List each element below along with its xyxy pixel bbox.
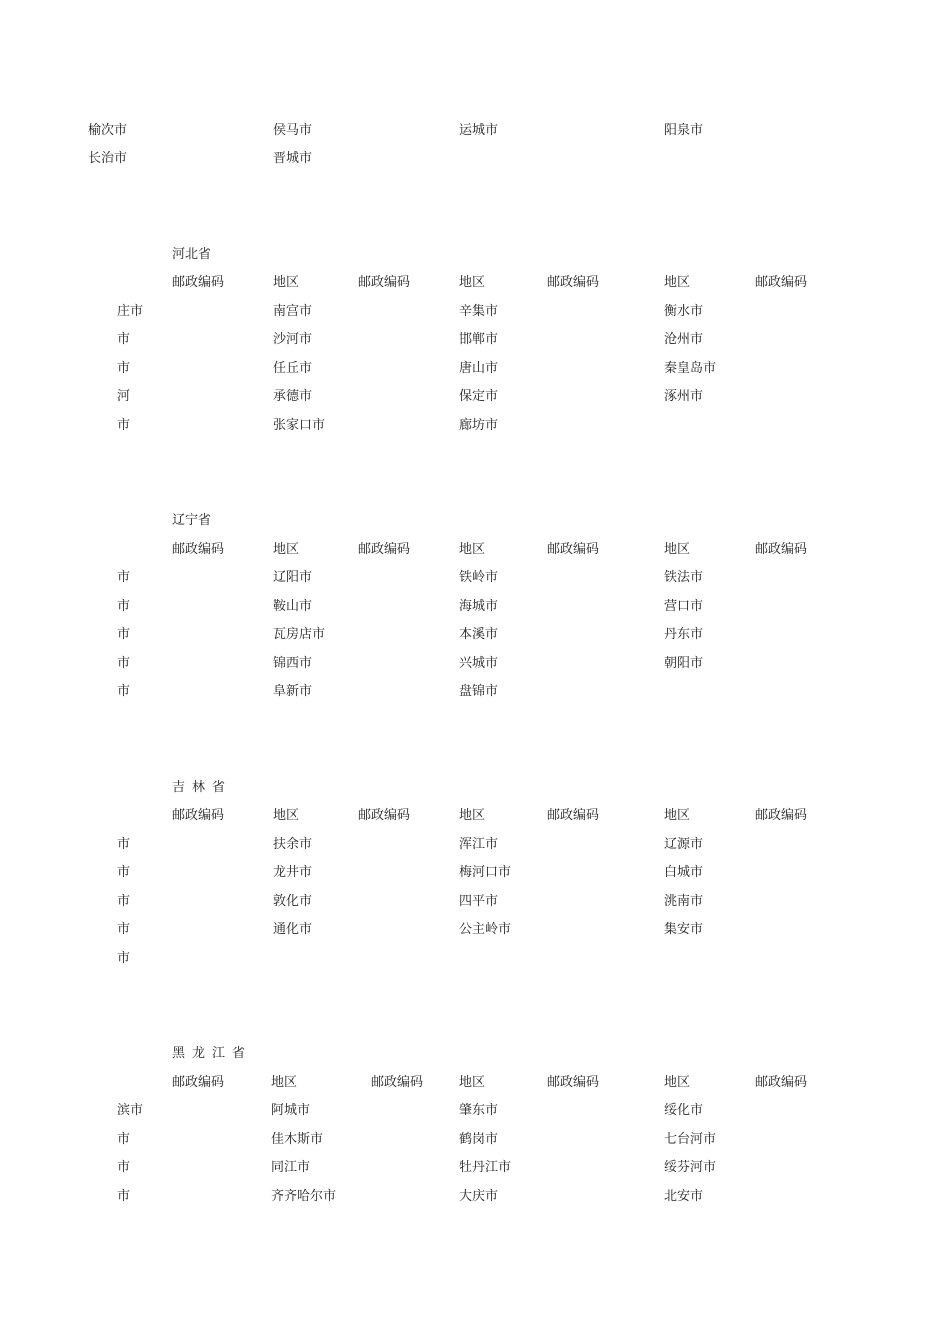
city-cell: 市 [117, 1160, 131, 1175]
column-header: 邮政编码 [358, 542, 411, 557]
city-cell: 邯郸市 [459, 332, 499, 347]
city-cell: 肇东市 [459, 1103, 499, 1118]
city-cell: 市 [117, 361, 131, 376]
province-title: 河北省 [172, 247, 212, 262]
city-cell: 牡丹江市 [459, 1160, 512, 1175]
city-cell: 通化市 [273, 922, 313, 937]
city-cell: 河 [117, 389, 131, 404]
city-cell: 庄市 [117, 304, 144, 319]
city-cell: 同江市 [271, 1160, 311, 1175]
column-header: 邮政编码 [755, 275, 808, 290]
column-header: 邮政编码 [371, 1075, 424, 1090]
city-cell: 扶余市 [273, 837, 313, 852]
column-header: 地区 [273, 275, 300, 290]
column-header: 地区 [664, 542, 691, 557]
city-cell: 市 [117, 656, 131, 671]
column-header: 地区 [459, 1075, 486, 1090]
province-title: 吉林省 [172, 780, 233, 795]
city-cell: 公主岭市 [459, 922, 512, 937]
column-header: 邮政编码 [547, 275, 600, 290]
city-cell: 阜新市 [273, 684, 313, 699]
column-header: 地区 [664, 275, 691, 290]
city-cell: 市 [117, 1189, 131, 1204]
city-cell: 张家口市 [273, 418, 326, 433]
city-cell: 唐山市 [459, 361, 499, 376]
city-cell: 市 [117, 865, 131, 880]
city-cell: 梅河口市 [459, 865, 512, 880]
column-header: 地区 [664, 808, 691, 823]
city-cell: 阳泉市 [664, 123, 704, 138]
city-cell: 营口市 [664, 599, 704, 614]
column-header: 邮政编码 [547, 542, 600, 557]
city-cell: 南宫市 [273, 304, 313, 319]
city-cell: 榆次市 [88, 123, 128, 138]
city-cell: 龙井市 [273, 865, 313, 880]
city-cell: 朝阳市 [664, 656, 704, 671]
city-cell: 锦西市 [273, 656, 313, 671]
city-cell: 市 [117, 837, 131, 852]
city-cell: 本溪市 [459, 627, 499, 642]
city-cell: 绥芬河市 [664, 1160, 717, 1175]
city-cell: 衡水市 [664, 304, 704, 319]
city-cell: 齐齐哈尔市 [271, 1189, 337, 1204]
city-cell: 运城市 [459, 123, 499, 138]
column-header: 邮政编码 [547, 1075, 600, 1090]
city-cell: 盘锦市 [459, 684, 499, 699]
city-cell: 晋城市 [273, 151, 313, 166]
city-cell: 市 [117, 894, 131, 909]
column-header: 邮政编码 [755, 808, 808, 823]
city-cell: 市 [117, 951, 131, 966]
city-cell: 四平市 [459, 894, 499, 909]
city-cell: 浑江市 [459, 837, 499, 852]
city-cell: 市 [117, 922, 131, 937]
column-header: 地区 [664, 1075, 691, 1090]
city-cell: 侯马市 [273, 123, 313, 138]
city-cell: 承德市 [273, 389, 313, 404]
city-cell: 阿城市 [271, 1103, 311, 1118]
column-header: 邮政编码 [358, 808, 411, 823]
city-cell: 七台河市 [664, 1132, 717, 1147]
column-header: 邮政编码 [755, 1075, 808, 1090]
city-cell: 辽阳市 [273, 570, 313, 585]
city-cell: 兴城市 [459, 656, 499, 671]
city-cell: 市 [117, 599, 131, 614]
city-cell: 佳木斯市 [271, 1132, 324, 1147]
column-header: 地区 [459, 542, 486, 557]
city-cell: 白城市 [664, 865, 704, 880]
city-cell: 廊坊市 [459, 418, 499, 433]
city-cell: 集安市 [664, 922, 704, 937]
column-header: 地区 [273, 808, 300, 823]
city-cell: 市 [117, 418, 131, 433]
city-cell: 秦皇岛市 [664, 361, 717, 376]
city-cell: 大庆市 [459, 1189, 499, 1204]
column-header: 邮政编码 [172, 275, 225, 290]
city-cell: 海城市 [459, 599, 499, 614]
city-cell: 沧州市 [664, 332, 704, 347]
city-cell: 保定市 [459, 389, 499, 404]
city-cell: 市 [117, 332, 131, 347]
city-cell: 敦化市 [273, 894, 313, 909]
city-cell: 铁岭市 [459, 570, 499, 585]
city-cell: 绥化市 [664, 1103, 704, 1118]
city-cell: 铁法市 [664, 570, 704, 585]
city-cell: 丹东市 [664, 627, 704, 642]
column-header: 邮政编码 [172, 1075, 225, 1090]
city-cell: 北安市 [664, 1189, 704, 1204]
column-header: 邮政编码 [172, 542, 225, 557]
column-header: 地区 [459, 808, 486, 823]
city-cell: 辛集市 [459, 304, 499, 319]
city-cell: 鞍山市 [273, 599, 313, 614]
city-cell: 市 [117, 1132, 131, 1147]
column-header: 邮政编码 [547, 808, 600, 823]
column-header: 邮政编码 [358, 275, 411, 290]
city-cell: 沙河市 [273, 332, 313, 347]
column-header: 地区 [459, 275, 486, 290]
province-title: 黑龙江省 [172, 1046, 253, 1061]
city-cell: 长治市 [88, 151, 128, 166]
column-header: 地区 [273, 542, 300, 557]
city-cell: 洮南市 [664, 894, 704, 909]
city-cell: 辽源市 [664, 837, 704, 852]
column-header: 邮政编码 [172, 808, 225, 823]
city-cell: 瓦房店市 [273, 627, 326, 642]
column-header: 邮政编码 [755, 542, 808, 557]
province-title: 辽宁省 [172, 513, 212, 528]
city-cell: 涿州市 [664, 389, 704, 404]
city-cell: 任丘市 [273, 361, 313, 376]
city-cell: 市 [117, 684, 131, 699]
city-cell: 鹤岗市 [459, 1132, 499, 1147]
city-cell: 市 [117, 570, 131, 585]
city-cell: 滨市 [117, 1103, 144, 1118]
column-header: 地区 [271, 1075, 298, 1090]
city-cell: 市 [117, 627, 131, 642]
